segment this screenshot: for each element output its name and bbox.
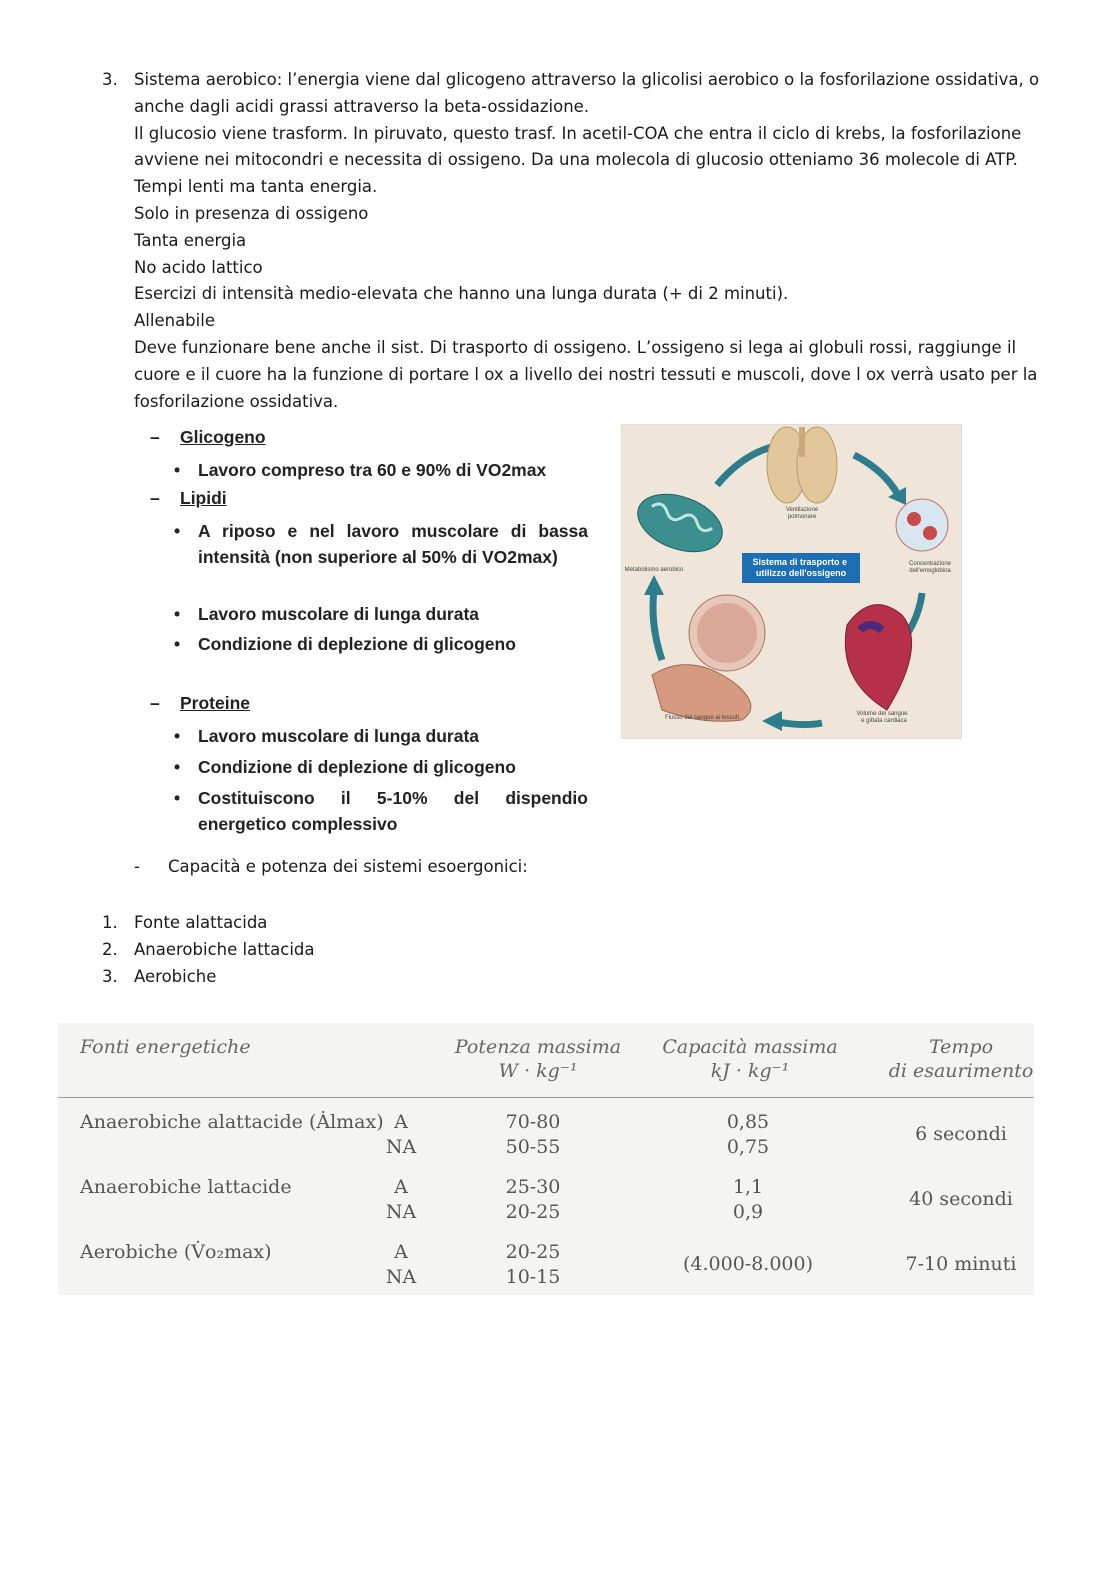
- category-glicogeno: – Glicogeno: [150, 427, 266, 447]
- paragraph: Sistema aerobico: l’energia viene dal glicogeno attraverso la glicolisi aerobico o la fosforilazione ossidativa, o anche dagli acidi grassi attraverso la beta-ossidazione.: [134, 70, 1040, 116]
- header-potenza: Potenza massima W · kg⁻¹: [454, 1036, 622, 1082]
- bullet-item: • Lavoro muscolare di lunga durata: [174, 604, 480, 624]
- paragraph: Solo in presenza di ossigeno: [134, 203, 369, 223]
- row-name: Anaerobiche alattacide (Ȧlmax): [80, 1111, 384, 1133]
- row-capacita: 0,85 0,75: [726, 1111, 770, 1158]
- figure-label-lungs: Ventilazione polmonare: [785, 507, 819, 520]
- row-name: Anaerobiche lattacide: [80, 1176, 292, 1198]
- header-fonti: Fonti energetiche: [80, 1036, 251, 1058]
- figure-center-label: [752, 557, 849, 578]
- section-3-body: [134, 67, 1054, 415]
- figure-label-metabolism: Metabolismo aerobico: [624, 567, 684, 573]
- paragraph: Tanta energia: [134, 230, 247, 250]
- bullet-item: • Lavoro muscolare di lunga durata: [174, 726, 480, 746]
- paragraph: Tempi lenti ma tanta energia.: [134, 177, 378, 197]
- row-potenza: 70-80 50-55: [505, 1111, 561, 1158]
- header-rule: [58, 1097, 1034, 1098]
- bullet-item: • Lavoro compreso tra 60 e 90% di VO2max: [174, 460, 547, 480]
- paragraph: Deve funzionare bene anche il sist. Di trasporto di ossigeno. L’ossigeno si lega ai globuli rossi, raggiunge il cuore e il cuore ha la funzione di portare l ox a livello dei nostri tessuti e muscoli, dove l ox verrà usato per la fosforilazione ossidativa.: [134, 337, 1038, 411]
- figure-label-hemoglobin: Concentrazione dell'emoglobina: [908, 561, 952, 574]
- row-name: Aerobiche (V̇o₂max): [80, 1241, 272, 1263]
- document-page: 3. Sistema aerobico: l’energia viene dal glicogeno attraverso la glicolisi aerobico o la fosforilazione ossidativa, o anche dagli acidi grassi attraverso la beta-ossidazione. Il glucosio viene trasform. In piruvato, questo trasf. In acetil-COA che entra il ciclo di krebs, la fosforilazione avviene nei mitocondri e necessita di ossigeno. Da una molecola di glucosio otteniamo 36 molecole di ATP. Tempi lenti ma tanta energia. Solo in presenza di ossigeno Tanta energia No acido lattico Esercizi di intensità medio-elevata che hanno una lunga durata (+ di 2 minuti). Allenabile Deve funzionare bene anche il sist. Di trasporto di ossigeno. L’ossigeno si lega ai globuli rossi, raggiunge il cuore e il cuore ha la funzione di portare l ox a livello dei nostri tessuti e muscoli, dove l ox verrà usato per la fosforilazione ossidativa. – Glicogeno • Lavoro compreso tra 60 e 90% di VO2max – Lipidi • A riposo e nel lavoro muscolare di bassa intensità (non superiore al 50% di VO2max) • Lavoro muscolare di lunga durata • Condizione di deplezione di glicogeno – Proteine • Lavoro muscolare di lunga durata • Condizione di deplezione di glicogeno • Costituiscono il 5-10% del dispendio energetico complessivo Sistema di trasporto e utilizzo dell'ossigeno Ventilazione polmonare Concentrazione dell'emoglobina Volume del sangue e gittata cardiaca Flusso del sangue ai tessuti Metabolismo aerobico - Capacità e potenza dei sistemi esoergonici: 1. Fonte alattacida 2. Anaerobiche lattacida 3. Aerobiche Fonti energetiche Potenza massima W · kg⁻¹ Capacità massima kJ · kg⁻¹ Tempo di esaurimento Anaerobiche alattacide (Ȧlmax) A NA 70-80 50-55 0,85 0,75 6 secondi Anaerobiche lattacide A NA 25-30 20-25 1,1 0,9 40 secondi Aerobiche (V̇o₂max) A NA 20-25 10-15 (4.000-8.000) 7-10 minuti: [0, 0, 1116, 1579]
- row-potenza: 25-30 20-25: [505, 1176, 561, 1223]
- row-tempo: 40 secondi: [909, 1188, 1013, 1210]
- bullet-item: • Condizione di deplezione di glicogeno: [174, 634, 516, 654]
- bullet-item: • Costituiscono il 5-10% del dispendio energetico complessivo: [174, 788, 588, 834]
- figure-center-line-1: Sistema di trasporto e: [752, 557, 848, 567]
- row-tempo: 6 secondi: [915, 1123, 1007, 1145]
- paragraph: Esercizi di intensità medio-elevata che hanno una lunga durata (+ di 2 minuti).: [134, 284, 789, 304]
- oxygen-transport-figure: [621, 424, 962, 739]
- paragraph: No acido lattico: [134, 257, 263, 277]
- row-capacita: 1,1 0,9: [732, 1176, 764, 1223]
- category-lipidi: – Lipidi: [150, 488, 227, 508]
- figure-label-heart: Volume del sangue e gittata cardiaca: [856, 711, 908, 724]
- paragraph: Il glucosio viene trasform. In piruvato, questo trasf. In acetil-COA che entra il ciclo di krebs, la fosforilazione avviene nei mitocondri e necessita di ossigeno. Da una molecola di glucosio otteniamo 36 molecole di ATP.: [134, 123, 1022, 170]
- row-potenza: 20-25 10-15: [505, 1241, 561, 1288]
- bullet-item: • Condizione di deplezione di glicogeno: [174, 757, 516, 777]
- category-proteine: – Proteine: [150, 693, 251, 713]
- figure-label-flow: Flusso del sangue ai tessuti: [664, 715, 740, 721]
- row-tempo: 7-10 minuti: [905, 1253, 1017, 1275]
- row-capacita: (4.000-8.000): [682, 1253, 814, 1275]
- header-tempo: Tempo di esaurimento: [888, 1036, 1034, 1082]
- figure-center-line-2: utilizzo dell'ossigeno: [755, 568, 847, 578]
- row-a: A NA: [385, 1176, 417, 1223]
- paragraph: Allenabile: [134, 311, 215, 331]
- bullet-item: • A riposo e nel lavoro muscolare di bassa intensità (non superiore al 50% di VO2max): [174, 521, 588, 567]
- energy-sources-table: [58, 1023, 1034, 1295]
- header-capacita: Capacità massima kJ · kg⁻¹: [662, 1036, 838, 1082]
- row-a: A NA: [385, 1241, 417, 1288]
- row-a: A NA: [385, 1111, 417, 1158]
